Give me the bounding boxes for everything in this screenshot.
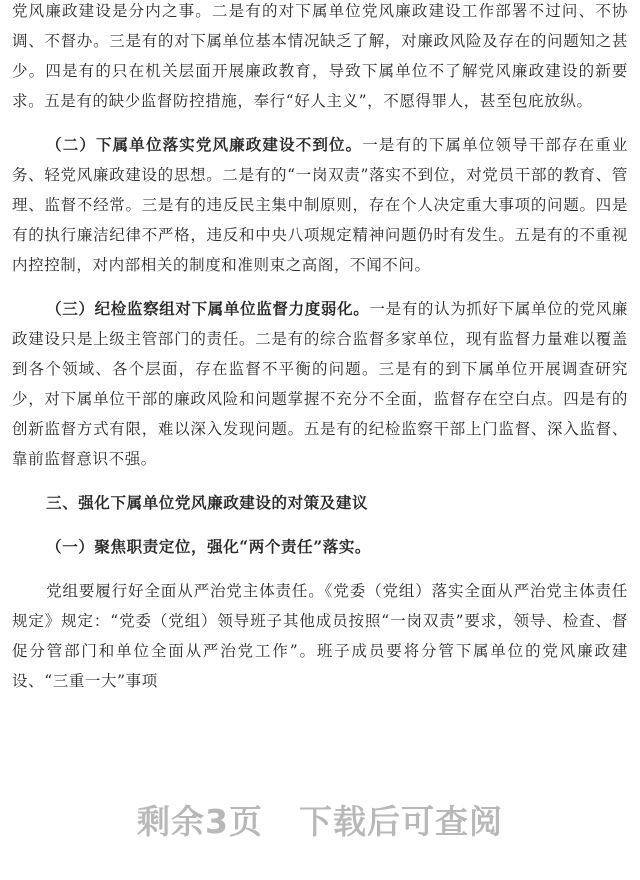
download-to-view-label: 下载后可查阅 [298, 802, 503, 841]
paragraph-body: 党组要履行好全面从严治党主体责任。《党委（党组）落实全面从严治党主体责任规定》规定：“党委（党组）领导班子其他成员按照“一岗双责”要求，领导、检查、督促分管部门和单位全面从严治党工作”。班子成员要将分管下属单位的党风廉政建设、“三重一大”事项 [12, 582, 628, 690]
section-3-title: 三、强化下属单位党风廉政建设的对策及建议 [46, 493, 369, 512]
download-watermark [0, 796, 640, 843]
remaining-pages-label: 剩余3页 [137, 802, 263, 841]
paragraph-subsection-2 [12, 130, 628, 280]
subsection-3-heading: （三）纪检监察组对下属单位监督力度弱化。 [46, 299, 370, 318]
subsection-2-text: 一是有的下属单位领导干部存在重业务、轻党风廉政建设的思想。二是有的“一岗双责”落实不到位，对党员干部的教育、管理、监督不经常。三是有的违反民主集中制原则，存在个人决定重大事项的问题。四是有的执行廉洁纪律不严格，违反和中央八项规定精神问题仍时有发生。五是有的不重视内控控制，对内部相关的制度和准则束之高阁，不闻不问。 [12, 136, 628, 274]
subsection-3-text: 一是有的认为抓好下属单位的党风廉政建设只是上级主管部门的责任。二是有的综合监督多家单位，现有监督力量难以覆盖到各个领域、各个层面，存在监督不平衡的问题。三是有的到下属单位开展调查研究少，对下属单位干部的廉政风险和问题掌握不充分不全面，监督存在空白点。四是有的创新监督方式有限，难以深入发现问题。五是有的纪检监察干部上门监督、深入监督、靠前监督意识不强。 [12, 300, 628, 468]
subsection-2-heading: （二）下属单位落实党风廉政建设不到位。 [46, 135, 363, 154]
paragraph-continuation: 党风廉政建设是分内之事。二是有的对下属单位党风廉政建设工作部署不过问、不协调、不督办。三是有的对下属单位基本情况缺乏了解，对廉政风险及存在的问题知之甚少。四是有的只在机关层面开展廉政教育，导致下属单位不了解党风廉政建设的新要求。五是有的缺少监督防控措施，奉行“好人主义”，不愿得罪人，甚至包庇放纵。 [12, 2, 628, 110]
subsection-3-1-title: （一）聚焦职责定位，强化“两个责任”落实。 [46, 537, 372, 556]
paragraph-subsection-3 [12, 294, 628, 474]
document-body [12, 0, 628, 696]
